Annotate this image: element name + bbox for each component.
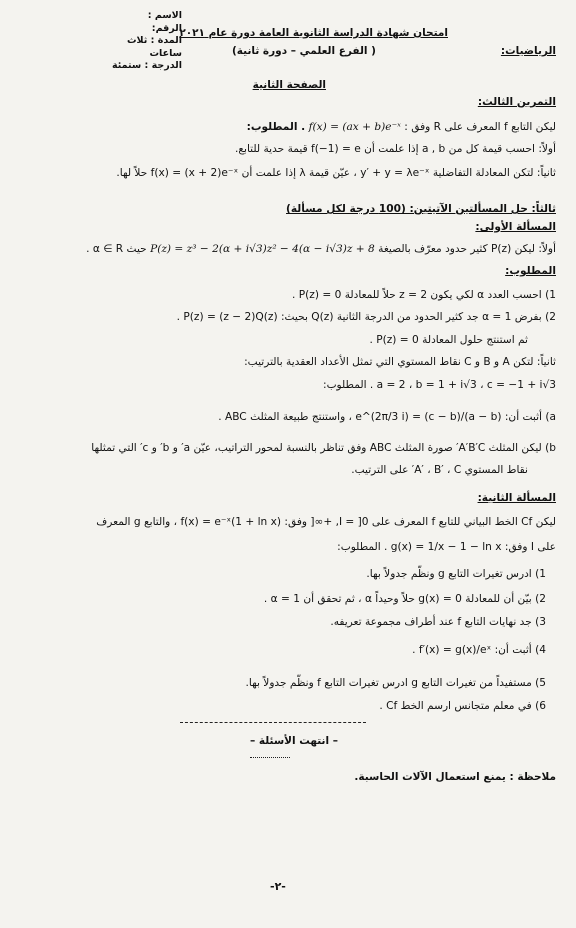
problem2-intro2: على I وفق: g(x) = 1/x − 1 − ln x . المطلوب:: [337, 541, 556, 553]
problem1-heading: المسألة الأولى:: [475, 221, 556, 233]
grade-label: الدرجة : ستمئة: [111, 60, 182, 71]
problem2-q3: 3) جد نهايات التابع f عند أطراف مجموعة تعريفه.: [330, 616, 546, 628]
problem1-qa: a) أثبت أن: (a − b)/(c − b) = e^(2π/3 i) ، واستنتج طبيعة المثلث ABC .: [218, 411, 556, 423]
problem1-q1: 1) احسب العدد α لكي يكون z = 2 حلاً للمعادلة P(z) = 0 .: [292, 289, 556, 301]
problem1-qb: b) ليكن المثلث A′B′C′ صورة المثلث ABC وفق تناظر بالنسبة لمحور التراتيب، عيّن a′ و b′ و c′ التي تمثلها: [91, 442, 556, 454]
problem2-q6: 6) في معلم متجانس ارسم الخط Cf .: [379, 700, 546, 712]
problem2-intro: ليكن Cf الخط البياني للتابع f المعرف على I = ]0, +∞[ وفق: f(x) = e⁻ˣ(1 + ln x) ، والتابع g المعرف: [96, 516, 556, 528]
problem1-part2-values: a = 2 ، b = 1 + i√3 ، c = −1 + i√3 . المطلوب:: [323, 379, 556, 391]
problem1-q2b: ثم استنتج حلول المعادلة P(z) = 0 .: [369, 334, 528, 346]
end-divider: [180, 722, 366, 723]
problem2-q2: 2) بيّن أن للمعادلة g(x) = 0 حلاً وحيداً α ، ثم تحقق أن α = 1 .: [263, 593, 546, 605]
problem1-intro-text: أولاً: ليكن P(z) كثير حدود معرّف بالصيغة: [378, 243, 556, 255]
problem1-qb2: نقاط المستوي A′ ، B′ ، C′ على الترتيب.: [351, 464, 528, 476]
exercise3-req: . المطلوب:: [246, 121, 306, 133]
branch-label: ( الفرع العلمي – دورة ثانية): [232, 45, 376, 57]
problem1-formula: P(z) = z³ − 2(α + i√3)z² − 4(α − i√3)z + 8: [150, 243, 375, 255]
name-label: الاسم :: [147, 10, 182, 21]
subject-label: الرياضيات:: [500, 45, 556, 57]
end-text: – انتهت الأسئلة –: [249, 735, 338, 747]
exercise3-heading: التمرين الثالث:: [477, 96, 556, 108]
page-number: -٢-: [270, 880, 286, 893]
problem1-intro: [14, 242, 556, 256]
exam-title: امتحان شهادة الدراسة الثانوية العامة دورة عام ٢٠٢١: [179, 27, 448, 39]
page-label: الصفحة الثانية: [252, 79, 326, 91]
problem2-q1: 1) ادرس تغيرات التابع g ونظّم جدولاً بها.: [366, 568, 546, 580]
exercise3-formula: f(x) = (ax + b)e⁻ˣ: [308, 121, 401, 133]
problem2-q5: 5) مستفيداً من تغيرات التابع g ادرس تغيرات التابع f ونظّم جدولاً بها.: [245, 677, 546, 689]
number-label: الرقم:: [151, 22, 182, 34]
problem1-q2: 2) بفرض α = 1 جد كثير الحدود من الدرجة الثانية Q(z) بحيث: P(z) = (z − 2)Q(z) .: [176, 311, 556, 323]
exercise3-q2: ثانياً: لتكن المعادلة التفاضلية y′ + y = λe⁻ˣ ، عيّن قيمة λ إذا علمت أن f(x) = (x + 2)e⁻ˣ حلاً لها.: [116, 167, 556, 179]
exercise3-intro-text: ليكن التابع f المعرف على R وفق :: [404, 121, 556, 133]
exercise3-intro: [14, 120, 556, 134]
problem2-heading: المسألة الثانية:: [477, 492, 556, 504]
end-underline: [250, 757, 290, 758]
exercise3-q1: أولاً: احسب قيمة كل من a , b إذا علمت أن f(−1) = e قيمة حدية للتابع.: [235, 143, 556, 155]
problem1-intro-tail: حيث α ∈ R .: [86, 243, 147, 255]
part3-heading: ثالثاً: حل المسألتين الآتيتين: (100 درجة لكل مسألة): [286, 203, 556, 215]
problem2-q4: 4) أثبت أن: f′(x) = g(x)/eˣ .: [412, 644, 546, 656]
duration-label: المدة : ثلاث ساعات: [126, 35, 182, 59]
student-info-block: [104, 10, 182, 73]
footer-note: ملاحظة : يمنع استعمال الآلات الحاسبة.: [354, 771, 556, 783]
problem1-part2: ثانياً: لتكن A و B و C نقاط المستوي التي تمثل الأعداد العقدية بالترتيب:: [244, 356, 556, 368]
problem1-req: المطلوب:: [505, 265, 556, 277]
